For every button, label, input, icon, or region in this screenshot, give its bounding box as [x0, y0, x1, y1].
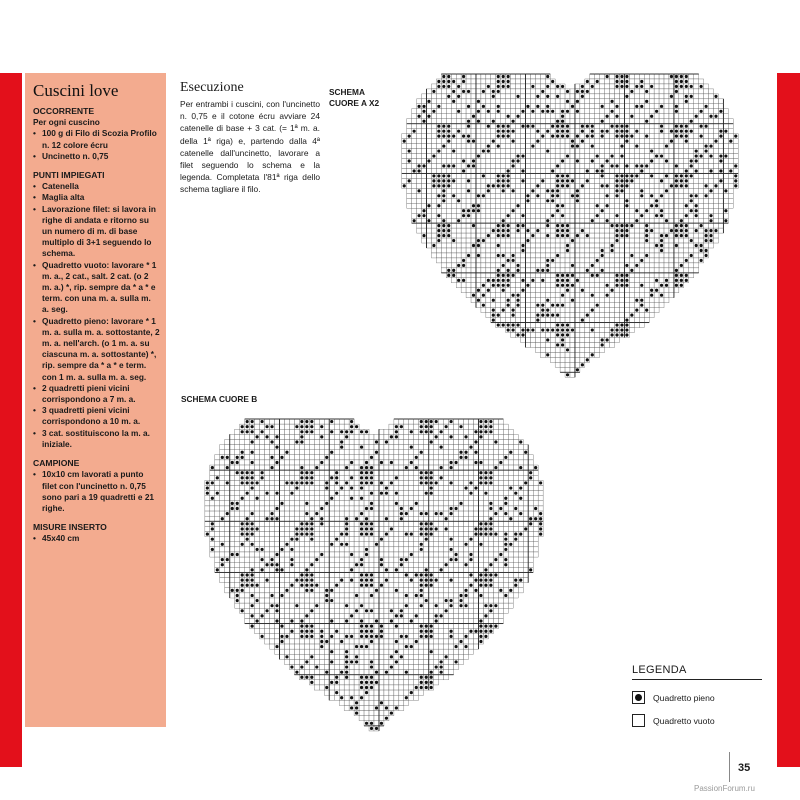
occorrente-heading: OCCORRENTE [33, 106, 95, 116]
list-item: • 10x10 cm lavorati a punto filet con l'uncinetto n. 0,75 sono pari a 19 quadretti e 21 righe. [33, 469, 160, 514]
list-item: • Lavorazione filet: si lavora in righe di andata e ritorno su un numero di m. di base multiplo di 3+1 seguendo lo schema. [33, 204, 160, 260]
instructions-title: Esecuzione [180, 80, 244, 95]
empty-square-icon [632, 714, 645, 727]
list-item: • Maglia alta [33, 192, 160, 203]
heart-chart-b [168, 415, 580, 787]
schema-b-label: SCHEMA CUORE B [181, 394, 258, 404]
left-red-bar [0, 73, 22, 767]
misure-list [33, 533, 160, 544]
list-item: • 45x40 cm [33, 533, 160, 544]
legend [632, 664, 762, 732]
page-number: 35 [738, 762, 751, 774]
materials-sidebar [25, 73, 166, 727]
watermark: PassionForum.ru [694, 784, 755, 793]
punti-heading: PUNTI IMPIEGATI [33, 170, 105, 181]
list-item: • 2 quadretti pieni vicini corrispondono a 7 m. a. [33, 383, 160, 405]
instructions-section [180, 80, 320, 196]
legend-filled-label: Quadretto pieno [653, 692, 715, 703]
footer-divider [729, 752, 730, 782]
legend-title: LEGENDA [632, 664, 762, 680]
list-item: • Quadretto pieno: lavorare * 1 m. a. sulla m. a. sottostante, 2 m. a. nell'arch. (o 1 m. a. su ciascuna m. a. sottostante) *, rip. sempre da * a * e term. con 1 m. a. sulla m. a. seg. [33, 316, 160, 383]
list-item: • 3 cat. sostituiscono la m. a. iniziale. [33, 428, 160, 450]
schema-a-label-line2: CUORE A X2 [329, 97, 380, 108]
schema-a-label-line1: SCHEMA [329, 87, 365, 97]
legend-empty-label: Quadretto vuoto [653, 715, 715, 726]
legend-row-empty [632, 709, 762, 732]
occorrente-list [33, 128, 160, 162]
right-red-bar [777, 73, 800, 767]
instructions-body: Per entrambi i cuscini, con l'uncinetto n. 0,75 e il cotone écru avviare 24 catenelle di base + 3 cat. (= 1ª m. a. della 1ª riga) e, partendo dalla 4ª catenelle dall'uncinetto, lavorare a filet seguendo lo schema e la legenda. Completata l'81ª riga dello schema tagliare il filo. [180, 99, 320, 195]
filled-square-icon [632, 691, 645, 704]
list-item: • 3 quadretti pieni vicini corrispondono a 10 m. a. [33, 405, 160, 427]
misure-heading: MISURE INSERTO [33, 522, 107, 533]
list-item: • 100 g di Filo di Scozia Profilo n. 12 colore écru [33, 128, 160, 150]
heart-chart-a [365, 70, 775, 432]
campione-heading: CAMPIONE [33, 458, 80, 469]
campione-list [33, 469, 160, 514]
pattern-title: Cuscini love [33, 81, 119, 100]
legend-row-filled [632, 686, 762, 709]
punti-list [33, 181, 160, 450]
list-item: • Catenella [33, 181, 160, 192]
list-item: • Uncinetto n. 0,75 [33, 151, 160, 162]
list-item: • Quadretto vuoto: lavorare * 1 m. a., 2 cat., salt. 2 cat. (o 2 m. a.) *, rip. sempre da * a * e term. con una m. a. sulla m. a. seg. [33, 260, 160, 316]
occorrente-subheading: Per ogni cuscino [33, 117, 100, 128]
